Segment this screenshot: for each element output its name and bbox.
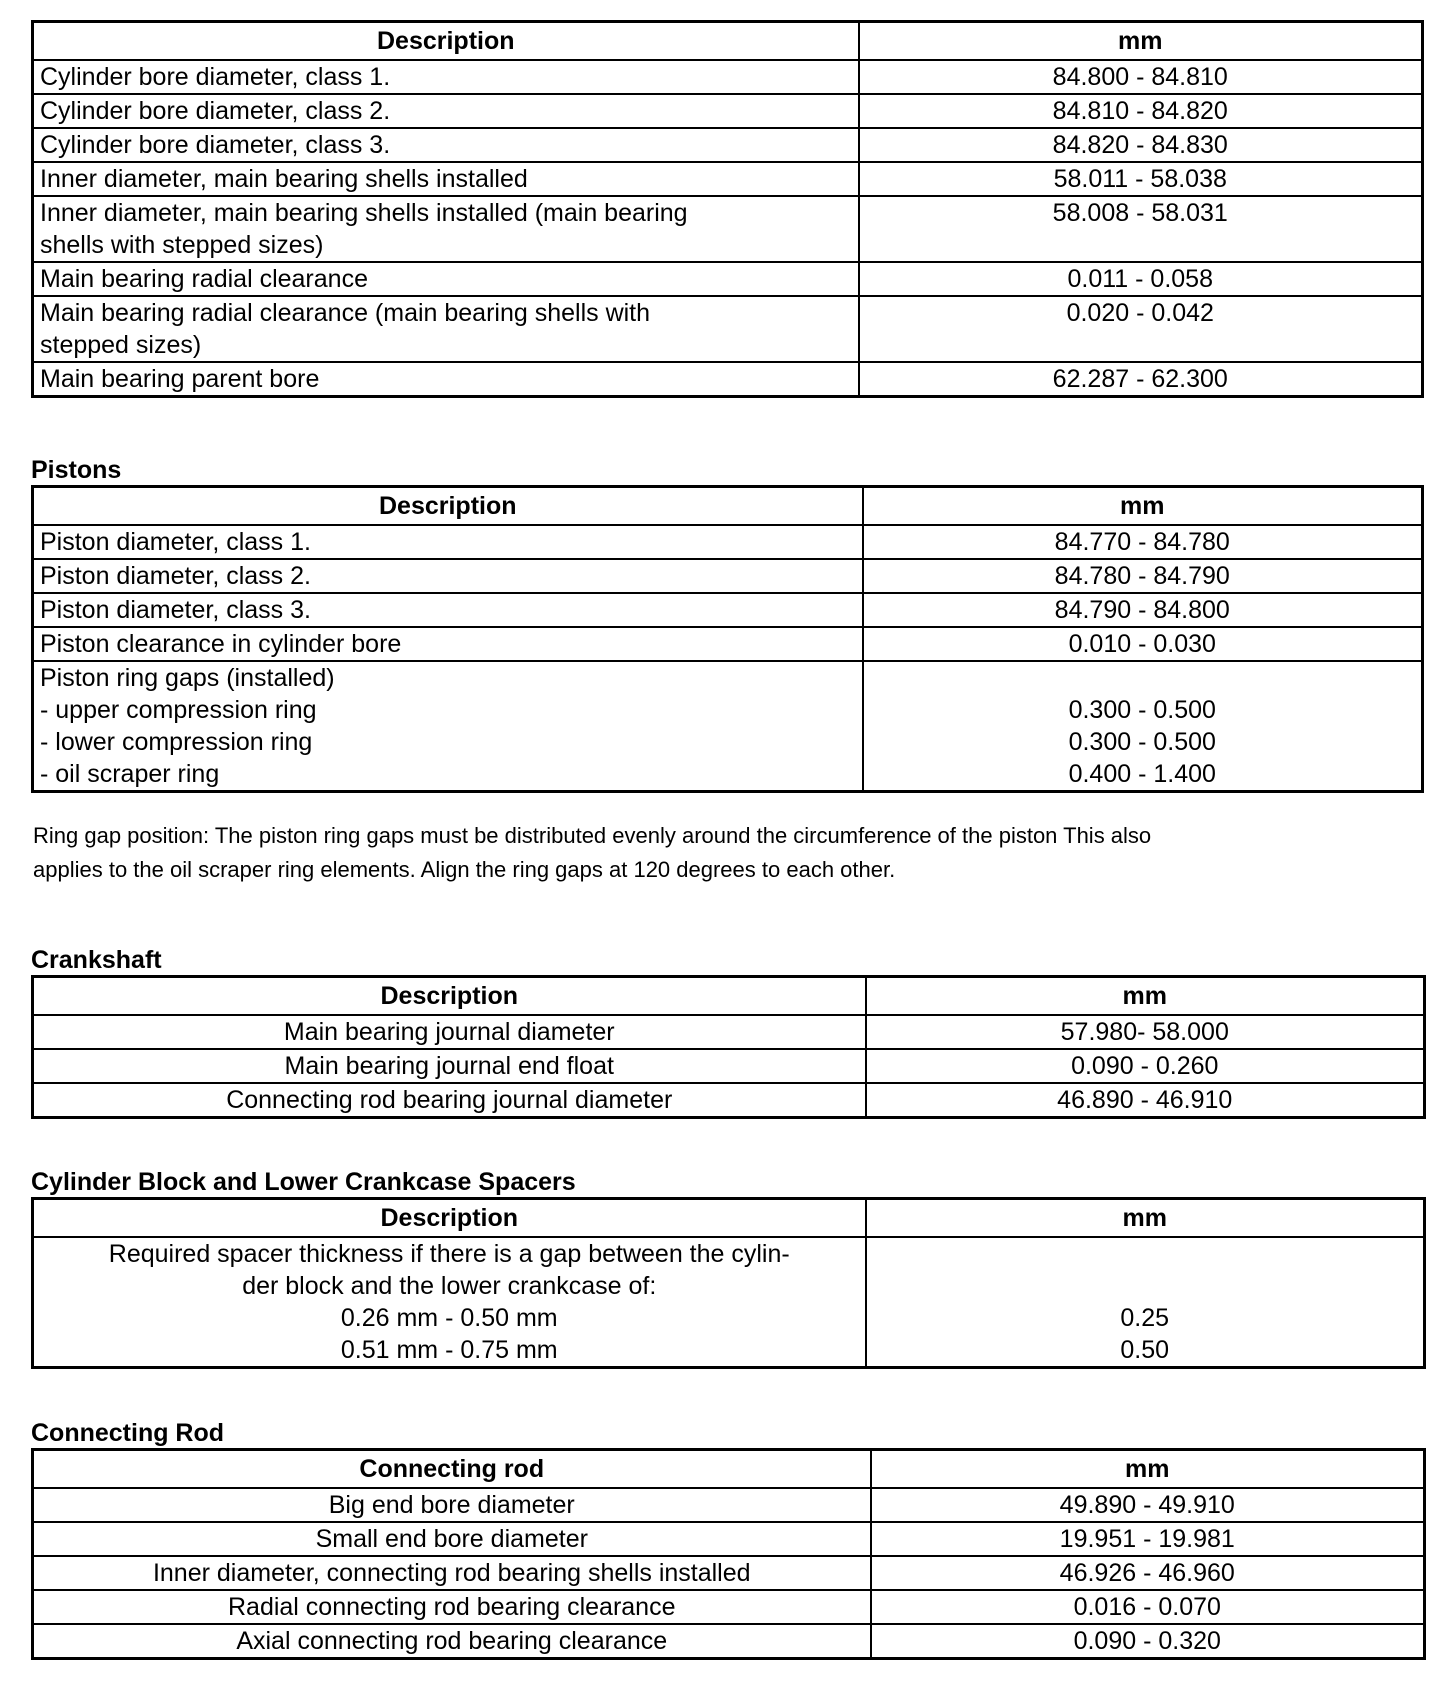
table-row [33,627,1423,661]
value-cell [871,1556,1425,1590]
description-line: Piston diameter, class 3. [40,596,311,624]
description-line: Piston diameter, class 1. [40,528,311,556]
description-cell [33,1590,871,1624]
table-row [33,60,1423,94]
pistons-table [31,485,1424,793]
value-cell [871,1522,1425,1556]
value-line: 84.770 - 84.780 [1054,528,1230,556]
note-line: applies to the oil scraper ring elements. Align the ring gaps at 120 degrees to each other. [33,857,896,882]
table-row [33,296,1423,362]
value-line: 0.090 - 0.260 [1071,1052,1219,1080]
table-row [33,1624,1425,1659]
value-cell [859,296,1423,362]
value-cell [859,60,1423,94]
value-line: 46.926 - 46.960 [1059,1559,1235,1587]
description-cell [33,559,863,593]
description-cell [33,60,859,94]
value-cell [859,196,1423,262]
value-cell [866,1015,1425,1049]
description-line: Radial connecting rod bearing clearance [227,1593,676,1621]
description-cell [33,128,859,162]
value-line: 0.25 [1120,1304,1170,1332]
description-cell [33,296,859,362]
note-line: Ring gap position: The piston ring gaps must be distributed evenly around the circumference of the piston This also [33,823,1152,848]
description-line: 0.26 mm - 0.50 mm [340,1304,558,1332]
value-cell [859,362,1423,397]
description-line: shells with stepped sizes) [40,231,324,259]
value-line: 0.020 - 0.042 [1066,299,1214,327]
description-cell [33,525,863,559]
description-line: Inner diameter, main bearing shells installed [40,165,528,193]
table-row [33,262,1423,296]
value-line: 84.820 - 84.830 [1052,131,1228,159]
table-header-row [33,1199,1425,1238]
description-line: Main bearing parent bore [40,365,320,393]
value-line: 84.780 - 84.790 [1054,562,1230,590]
description-cell [33,627,863,661]
value-line: 0.016 - 0.070 [1073,1593,1221,1621]
value-line: 46.890 - 46.910 [1057,1086,1233,1114]
column-header-description: Connecting rod [33,1450,871,1489]
value-line: 84.810 - 84.820 [1052,97,1228,125]
description-line: Inner diameter, main bearing shells installed (main bearing [40,199,688,227]
table-row [33,525,1423,559]
description-line: Connecting rod bearing journal diameter [226,1086,673,1114]
column-header-description: Description [33,487,863,526]
value-line [870,662,1416,694]
value-cell [863,525,1423,559]
description-cell [33,162,859,196]
description-line: Main bearing journal diameter [283,1018,615,1046]
column-header-description: Description [33,22,859,61]
value-cell [863,559,1423,593]
value-cell [863,661,1423,792]
table-row [33,1083,1425,1118]
description-cell [33,1049,866,1083]
value-cell [866,1237,1425,1368]
table-row [33,94,1423,128]
description-line: Cylinder bore diameter, class 2. [40,97,391,125]
value-line [873,1270,1418,1302]
value-line [873,1238,1418,1270]
description-line: Small end bore diameter [315,1525,588,1553]
column-header-unit: mm [866,977,1425,1016]
cylinder-block-table [31,20,1424,398]
description-line: - upper compression ring [40,696,317,724]
section-title: Cylinder Block and Lower Crankcase Spacers [31,1168,576,1196]
table-row [33,1049,1425,1083]
section-title: Connecting Rod [31,1419,225,1447]
description-line: der block and the lower crankcase of: [242,1272,657,1300]
value-cell [859,162,1423,196]
description-line: - oil scraper ring [40,760,220,788]
pistons-section [31,455,1424,793]
value-cell [866,1083,1425,1118]
description-cell [33,661,863,792]
description-line: Required spacer thickness if there is a gap between the cylin- [108,1240,790,1268]
description-line: - lower compression ring [40,728,313,756]
value-line: 58.011 - 58.038 [1053,165,1227,193]
description-line: Main bearing journal end float [284,1052,614,1080]
value-line: 19.951 - 19.981 [1059,1525,1235,1553]
value-cell [859,128,1423,162]
column-header-description: Description [33,1199,866,1238]
value-line: 0.50 [1120,1336,1170,1364]
description-line: Main bearing radial clearance (main bearing shells with [40,299,651,327]
crankshaft-section [31,945,1426,1119]
description-line: Piston diameter, class 2. [40,562,311,590]
value-line: 62.287 - 62.300 [1052,365,1228,393]
table-row [33,1522,1425,1556]
value-cell [859,94,1423,128]
description-cell [33,1624,871,1659]
description-cell [33,94,859,128]
value-line: 0.011 - 0.058 [1067,265,1213,293]
table-row [33,593,1423,627]
description-line: Piston clearance in cylinder bore [40,630,402,658]
connecting-rod-section [31,1418,1426,1660]
table-header-row [33,1450,1425,1489]
description-cell [33,1488,871,1522]
table-row [33,1488,1425,1522]
description-line: Piston ring gaps (installed) [40,664,335,692]
value-cell [871,1488,1425,1522]
connecting-rod-table [31,1448,1426,1660]
section-title: Crankshaft [31,946,162,974]
description-cell [33,362,859,397]
value-line: 49.890 - 49.910 [1059,1491,1235,1519]
description-line: 0.51 mm - 0.75 mm [340,1336,558,1364]
value-line: 0.300 - 0.500 [1068,696,1216,724]
value-cell [863,593,1423,627]
description-line: Inner diameter, connecting rod bearing shells installed [152,1559,751,1587]
value-line: 84.790 - 84.800 [1054,596,1230,624]
table-row [33,1237,1425,1368]
value-cell [871,1590,1425,1624]
description-cell [33,196,859,262]
table-row [33,1015,1425,1049]
crankshaft-table [31,975,1426,1119]
column-header-unit: mm [863,487,1423,526]
spacers-table [31,1197,1426,1369]
value-cell [871,1624,1425,1659]
section-title: Pistons [31,456,122,484]
description-line: Cylinder bore diameter, class 1. [40,63,391,91]
description-cell [33,262,859,296]
description-line: Axial connecting rod bearing clearance [236,1627,668,1655]
value-line: 0.400 - 1.400 [1068,760,1216,788]
value-line: 0.300 - 0.500 [1068,728,1216,756]
description-cell [33,1083,866,1118]
value-line: 57.980- 58.000 [1060,1018,1229,1046]
table-row [33,362,1423,397]
spacers-section [31,1167,1426,1369]
column-header-unit: mm [859,22,1423,61]
column-header-unit: mm [866,1199,1425,1238]
table-row [33,196,1423,262]
table-header-row [33,977,1425,1016]
value-line: 0.010 - 0.030 [1068,630,1216,658]
value-cell [866,1049,1425,1083]
table-row [33,661,1423,792]
description-cell [33,1522,871,1556]
cylinder-block-section [31,20,1424,398]
ring-gap-note [33,819,1433,887]
description-line: Cylinder bore diameter, class 3. [40,131,391,159]
value-cell [863,627,1423,661]
value-line: 0.090 - 0.320 [1073,1627,1221,1655]
column-header-unit: mm [871,1450,1425,1489]
column-header-description: Description [33,977,866,1016]
description-line: Main bearing radial clearance [40,265,368,293]
table-row [33,1556,1425,1590]
table-row [33,559,1423,593]
table-header-row [33,487,1423,526]
description-line: stepped sizes) [40,331,202,359]
description-cell [33,593,863,627]
description-cell [33,1015,866,1049]
description-line: Big end bore diameter [328,1491,575,1519]
value-line: 84.800 - 84.810 [1052,63,1228,91]
table-row [33,1590,1425,1624]
table-row [33,162,1423,196]
table-row [33,128,1423,162]
value-cell [859,262,1423,296]
value-line: 58.008 - 58.031 [1052,199,1228,227]
description-cell [33,1556,871,1590]
table-header-row [33,22,1423,61]
description-cell [33,1237,866,1368]
